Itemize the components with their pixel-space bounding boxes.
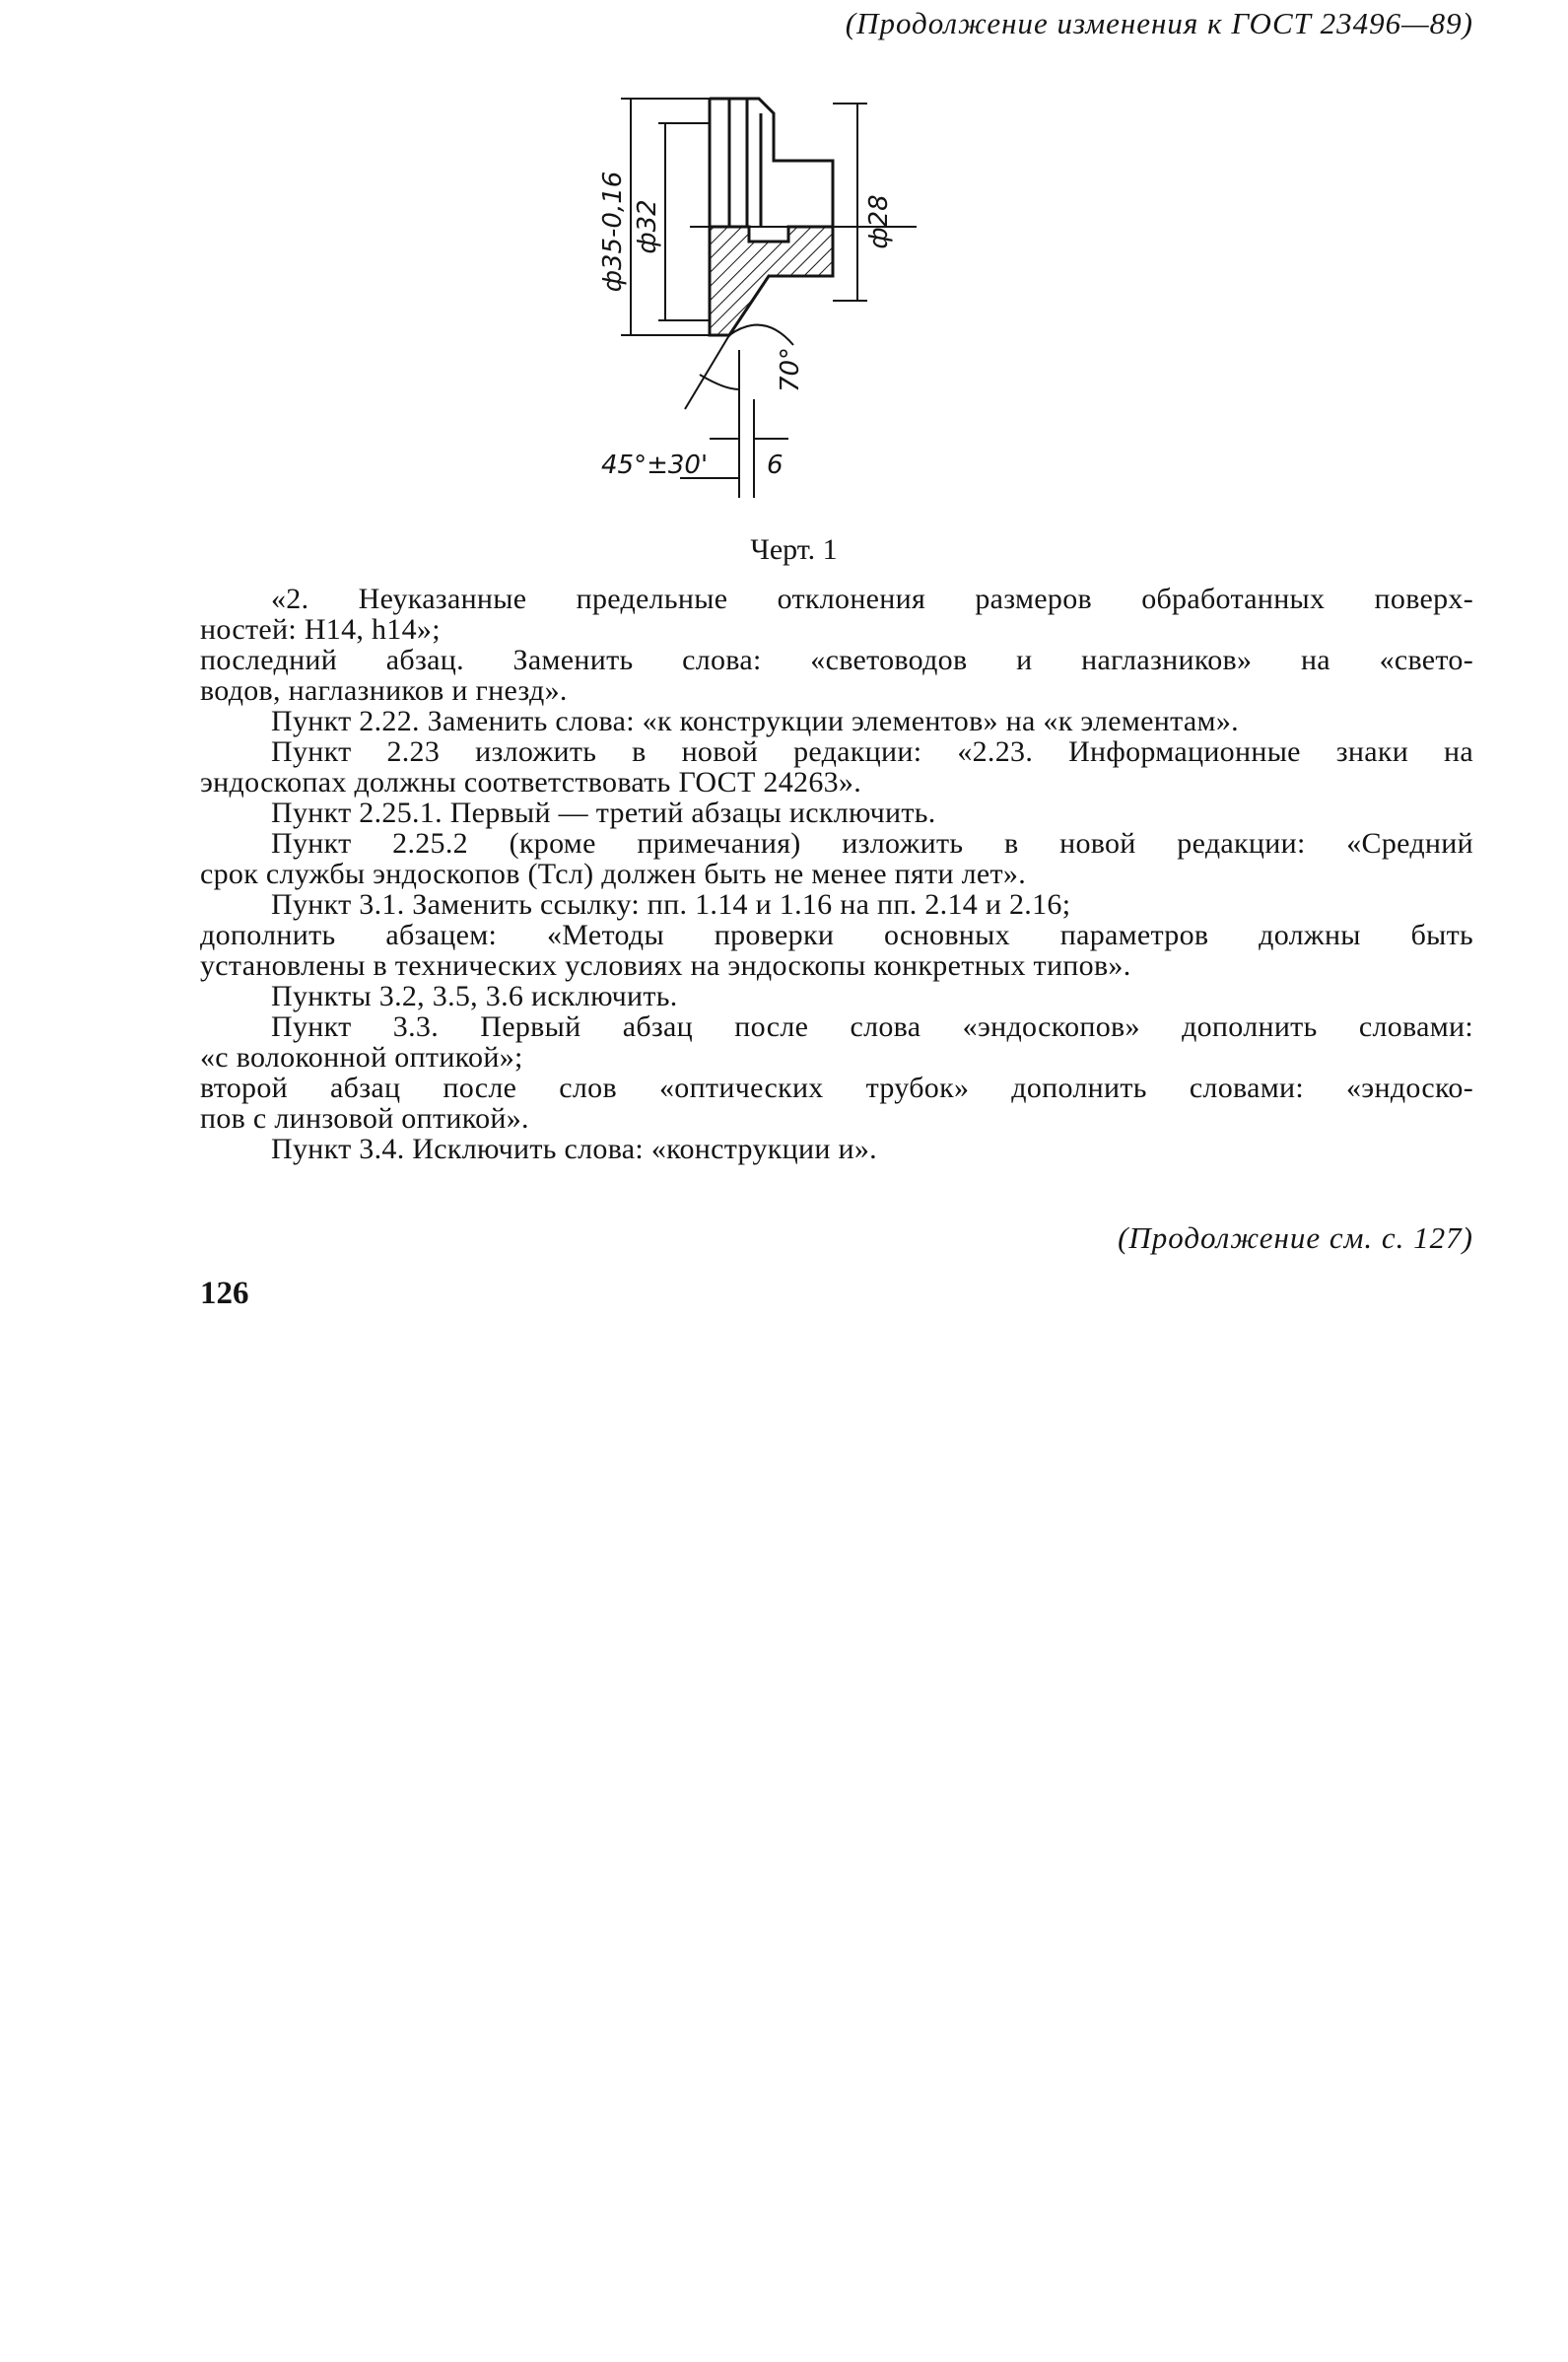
dim-right-diameter: ф28 [864,194,894,249]
paragraph-line: срок службы эндоскопов (Тсл) должен быть не менее пяти лет». [200,858,1027,890]
hatched-section [710,227,833,335]
paragraph-line: последний абзац. Заменить слова: «световодов и наглазников» на «свето- [200,644,1473,676]
footer-continuation: (Продолжение см. с. 127) [1118,1220,1473,1255]
body-text [200,584,1473,1164]
paragraph-line: «с волоконной оптикой»; [200,1041,523,1074]
dim-size-6: 6 [767,451,784,480]
paragraph-line: водов, наглазников и гнезд». [200,674,568,707]
paragraph-line: Пункт 3.3. Первый абзац после слова «эндоскопов» дополнить словами: [271,1010,1473,1043]
paragraph-line: Пункт 2.25.1. Первый — третий абзацы исключить. [271,797,936,829]
paragraph-line: Пункт 2.22. Заменить слова: «к конструкции элементов» на «к элементам». [271,705,1239,737]
dim-inner-diameter: ф32 [633,199,662,254]
paragraph-line: пов с линзовой оптикой». [200,1102,529,1135]
paragraph-line: Пункт 3.1. Заменить ссылку: пп. 1.14 и 1.16 на пп. 2.14 и 2.16; [271,888,1071,921]
header-continuation: (Продолжение изменения к ГОСТ 23496—89) [845,6,1473,40]
paragraph-line: дополнить абзацем: «Методы проверки основных параметров должны быть [200,919,1473,951]
paragraph-line: Пункт 2.25.2 (кроме примечания) изложить в новой редакции: «Средний [271,827,1473,860]
paragraph-line: установлены в технических условиях на эндоскопы конкретных типов». [200,949,1131,982]
paragraph-line: эндоскопах должны соответствовать ГОСТ 24263». [200,766,862,799]
paragraph-line: Пункт 3.4. Исключить слова: «конструкции и». [271,1133,877,1165]
paragraph-line: Пункты 3.2, 3.5, 3.6 исключить. [271,980,678,1012]
dim-angle-45: 45°±30' [601,451,709,480]
paragraph-line: второй абзац после слов «оптических трубок» дополнить словами: «эндоско- [200,1072,1473,1104]
page-number: 126 [200,1276,249,1311]
dim-outer-diameter: ф35-0,16 [598,171,628,293]
technical-drawing [591,84,1045,518]
figure-caption: Черт. 1 [750,533,838,566]
paragraph-line: Пункт 2.23 изложить в новой редакции: «2.23. Информационные знаки на [271,735,1473,768]
paragraph-line: ностей: Н14, h14»; [200,613,441,646]
paragraph-line: «2. Неуказанные предельные отклонения размеров обработанных поверх- [271,583,1473,615]
dim-angle-70: 70° [776,346,805,393]
